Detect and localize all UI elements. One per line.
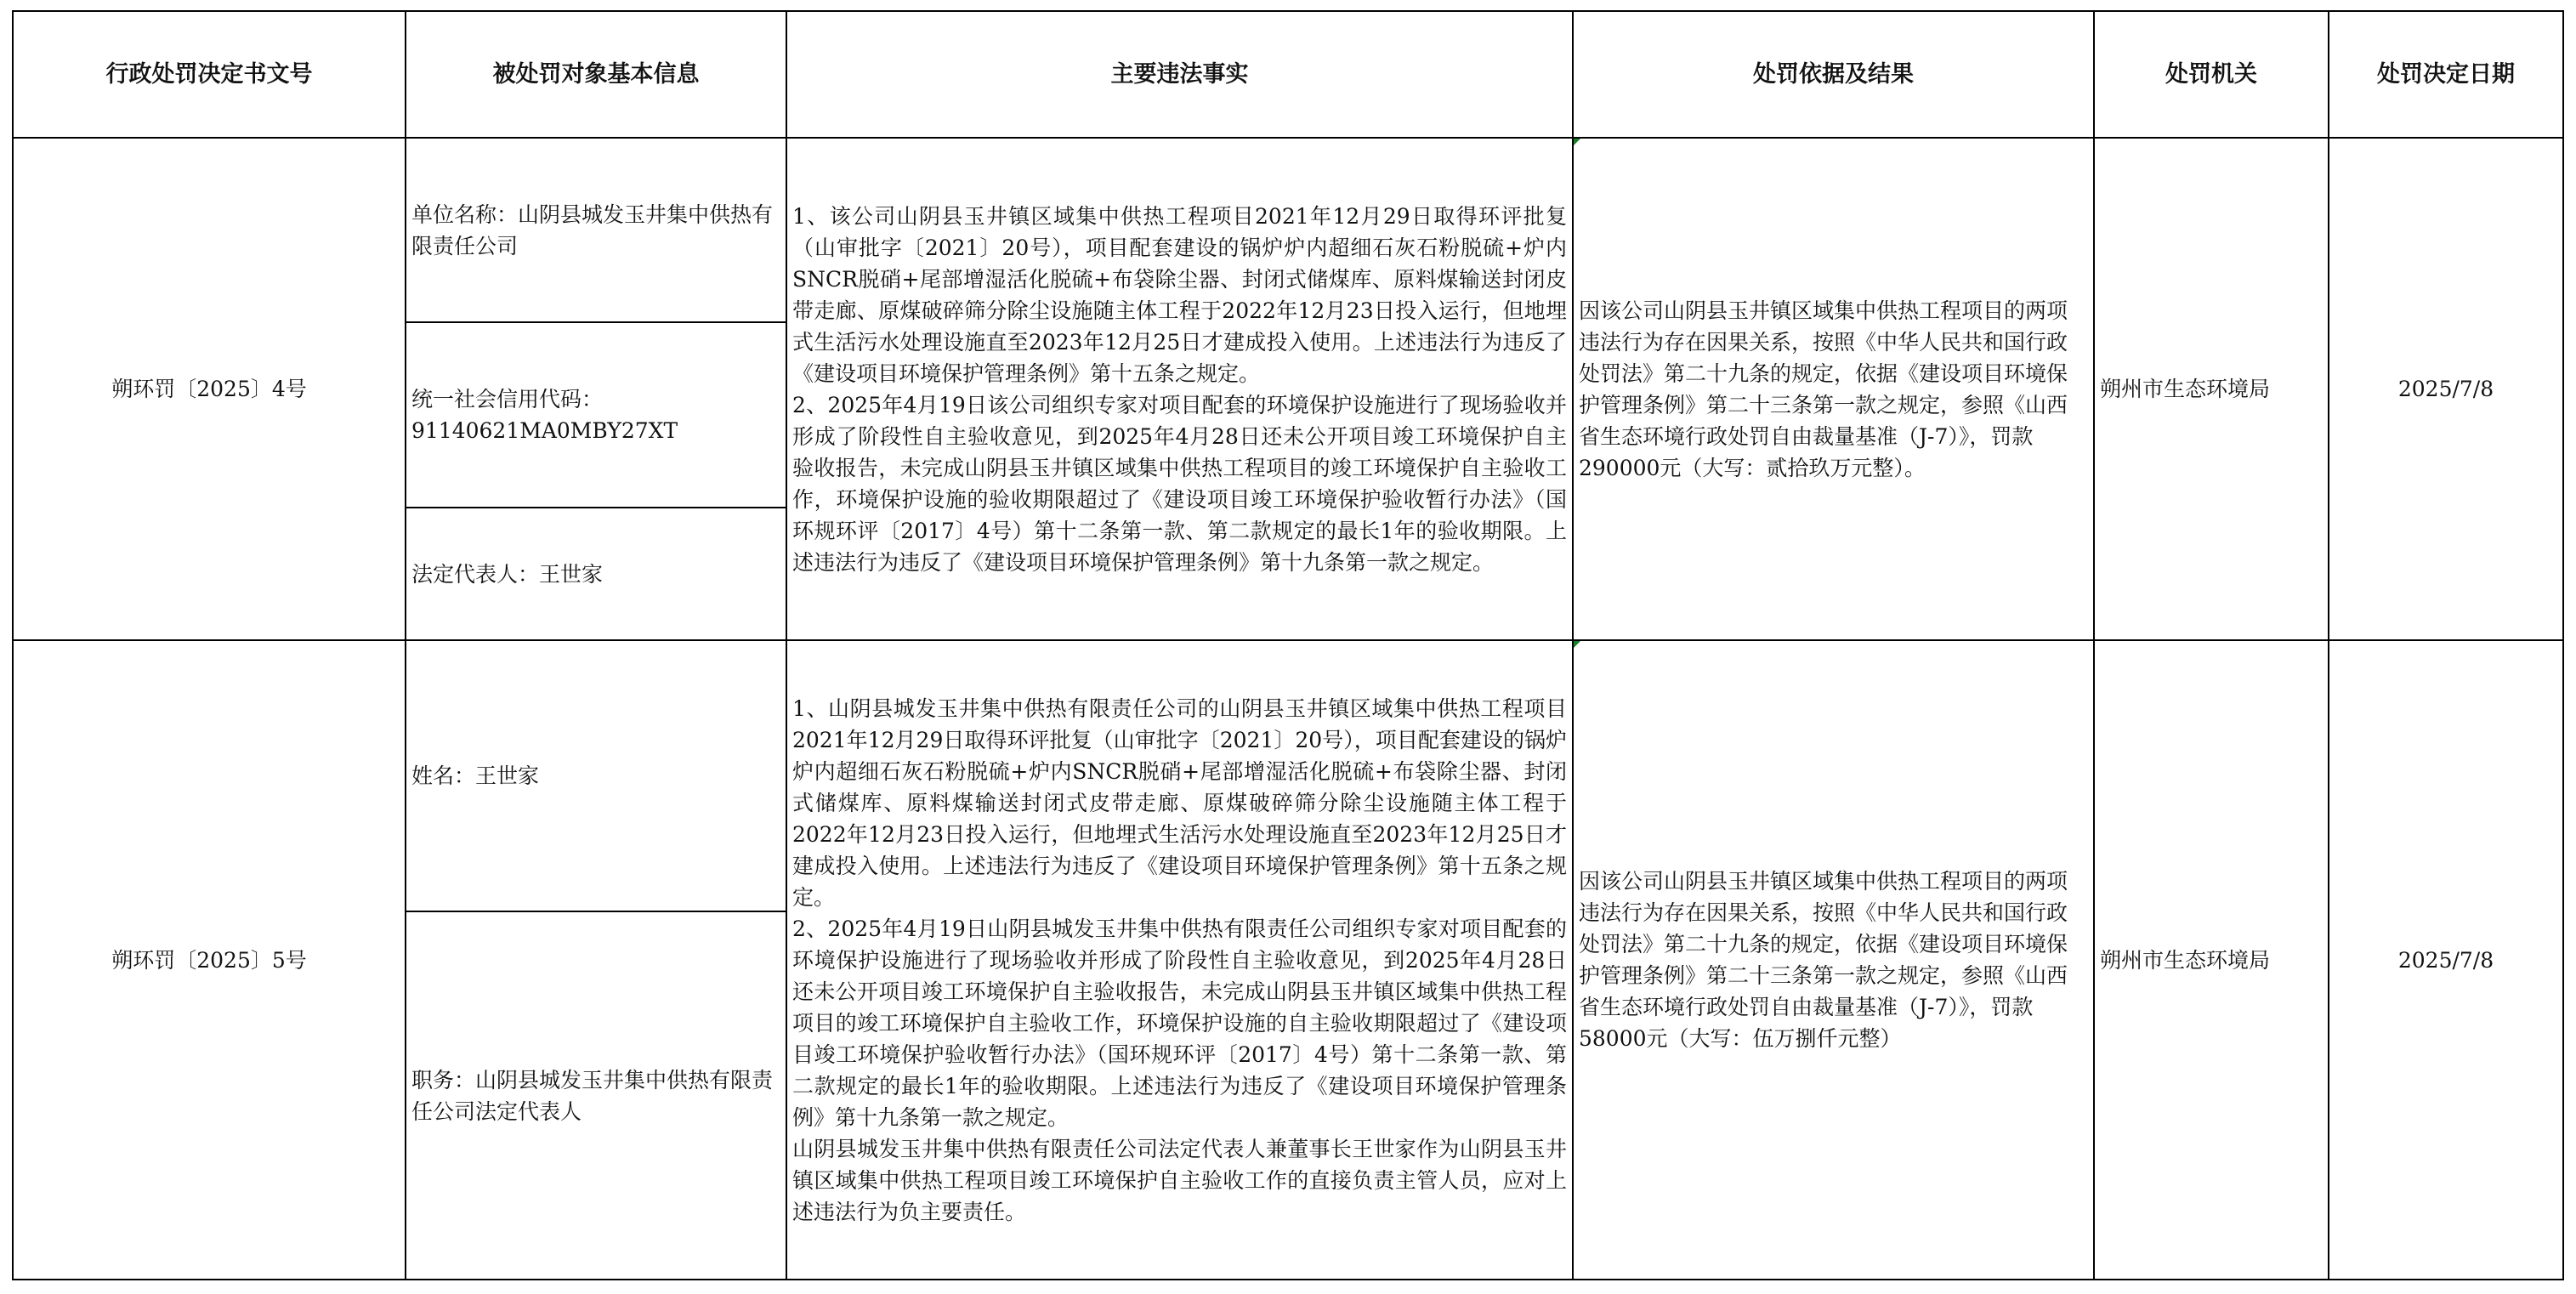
basis-result-cell: [1573, 138, 2094, 640]
fact-paragraph: 1、该公司山阴县玉井镇区域集中供热工程项目2021年12月29日取得环评批复（山审批字〔2021〕20号），项目配套建设的锅炉炉内超细石灰石粉脱硫+炉内SNCR脱硝+尾部增湿活化脱硫+布袋除尘器、封闭式储煤库、原料煤输送封闭皮带走廊、原煤破碎筛分除尘设施随主体工程于2022年12月23日投入运行，但地埋式生活污水处理设施直至2023年12月25日才建成投入使用。上述违法行为违反了《建设项目环境保护管理条例》第十五条之规定。: [792, 203, 1567, 386]
info-credit-code: 统一社会信用代码：91140621MA0MBY27XT: [406, 322, 786, 507]
fact-paragraph: 2、2025年4月19日山阴县城发玉井集中供热有限责任公司组织专家对项目配套的环境保护设施进行了现场验收并形成了阶段性自主验收意见，到2025年4月28日还未公开项目竣工环境保护自主验收报告，未完成山阴县玉井镇区域集中供热工程项目的竣工环境保护自主验收工作，环境保护设施的自主验收期限超过了《建设项目竣工环境保护验收暂行办法》（国环规环评〔2017〕4号）第十二条第一款、第二款规定的最长1年的验收期限。上述违法行为违反了《建设项目环境保护管理条例》第十九条第一款之规定。: [792, 916, 1567, 1130]
authority-cell: 朔州市生态环境局: [2094, 640, 2329, 1280]
header-doc-no: 行政处罚决定书文号: [13, 11, 406, 138]
comment-marker-icon: [1574, 641, 1580, 648]
fact-paragraph: 1、山阴县城发玉井集中供热有限责任公司的山阴县玉井镇区域集中供热工程项目2021年12月29日取得环评批复（山审批字〔2021〕20号），项目配套建设的锅炉炉内超细石灰石粉脱硫+炉内SNCR脱硝+尾部增湿活化脱硫+布袋除尘器、封闭式储煤库、原料煤输送封闭式皮带走廊、原煤破碎筛分除尘设施随主体工程于2022年12月23日投入运行，但地埋式生活污水处理设施直至2023年12月25日才建成投入使用。上述违法行为违反了《建设项目环境保护管理条例》第十五条之规定。: [792, 695, 1567, 910]
header-violation-facts: 主要违法事实: [786, 11, 1573, 138]
doc-no-cell: 朔环罚〔2025〕5号: [13, 640, 406, 1280]
penalty-table: [12, 10, 2564, 1280]
basis-text: 因该公司山阴县玉井镇区域集中供热工程项目的两项违法行为存在因果关系，按照《中华人民共和国行政处罚法》第二十九条的规定，依据《建设项目环境保护管理条例》第二十三条第一款之规定，参照《山西省生态环境行政处罚自由裁量基准（J-7）》，罚款290000元（大写：贰拾玖万元整）。: [1579, 298, 2068, 480]
penalty-sheet: [12, 10, 2562, 1280]
header-decision-date: 处罚决定日期: [2329, 11, 2563, 138]
doc-no-cell: 朔环罚〔2025〕4号: [13, 138, 406, 640]
decision-date-cell: 2025/7/8: [2329, 640, 2563, 1280]
basis-text: 因该公司山阴县玉井镇区域集中供热工程项目的两项违法行为存在因果关系，按照《中华人民共和国行政处罚法》第二十九条的规定，依据《建设项目环境保护管理条例》第二十三条第一款之规定，参照《山西省生态环境行政处罚自由裁量基准（J-7）》，罚款58000元（大写：伍万捌仟元整）: [1579, 869, 2068, 1052]
basis-result-cell: [1573, 640, 2094, 1280]
info-legal-rep: 法定代表人：王世家: [406, 508, 786, 640]
header-authority: 处罚机关: [2094, 11, 2329, 138]
table-row: [13, 640, 2563, 911]
decision-date-cell: 2025/7/8: [2329, 138, 2563, 640]
fact-paragraph: 2、2025年4月19日该公司组织专家对项目配套的环境保护设施进行了现场验收并形成了阶段性自主验收意见，到2025年4月28日还未公开项目竣工环境保护自主验收报告，未完成山阴县玉井镇区域集中供热工程项目的竣工环境保护自主验收工作，环境保护设施的验收期限超过了《建设项目竣工环境保护验收暂行办法》（国环规环评〔2017〕4号）第十二条第一款、第二款规定的最长1年的验收期限。上述违法行为违反了《建设项目环境保护管理条例》第十九条第一款之规定。: [792, 392, 1567, 575]
comment-marker-icon: [1574, 139, 1580, 145]
info-person-name: 姓名：王世家: [406, 640, 786, 911]
authority-cell: 朔州市生态环境局: [2094, 138, 2329, 640]
info-unit-name: 单位名称：山阴县城发玉井集中供热有限责任公司: [406, 138, 786, 322]
violation-facts-cell: [786, 640, 1573, 1280]
info-position: 职务：山阴县城发玉井集中供热有限责任公司法定代表人: [406, 911, 786, 1280]
table-row: [13, 138, 2563, 322]
header-basis-result: 处罚依据及结果: [1573, 11, 2094, 138]
header-row: [13, 11, 2563, 138]
header-target-info: 被处罚对象基本信息: [406, 11, 786, 138]
violation-facts-cell: [786, 138, 1573, 640]
fact-paragraph: 山阴县城发玉井集中供热有限责任公司法定代表人兼董事长王世家作为山阴县玉井镇区域集中供热工程项目竣工环境保护自主验收工作的直接负责主管人员，应对上述违法行为负主要责任。: [792, 1136, 1567, 1224]
